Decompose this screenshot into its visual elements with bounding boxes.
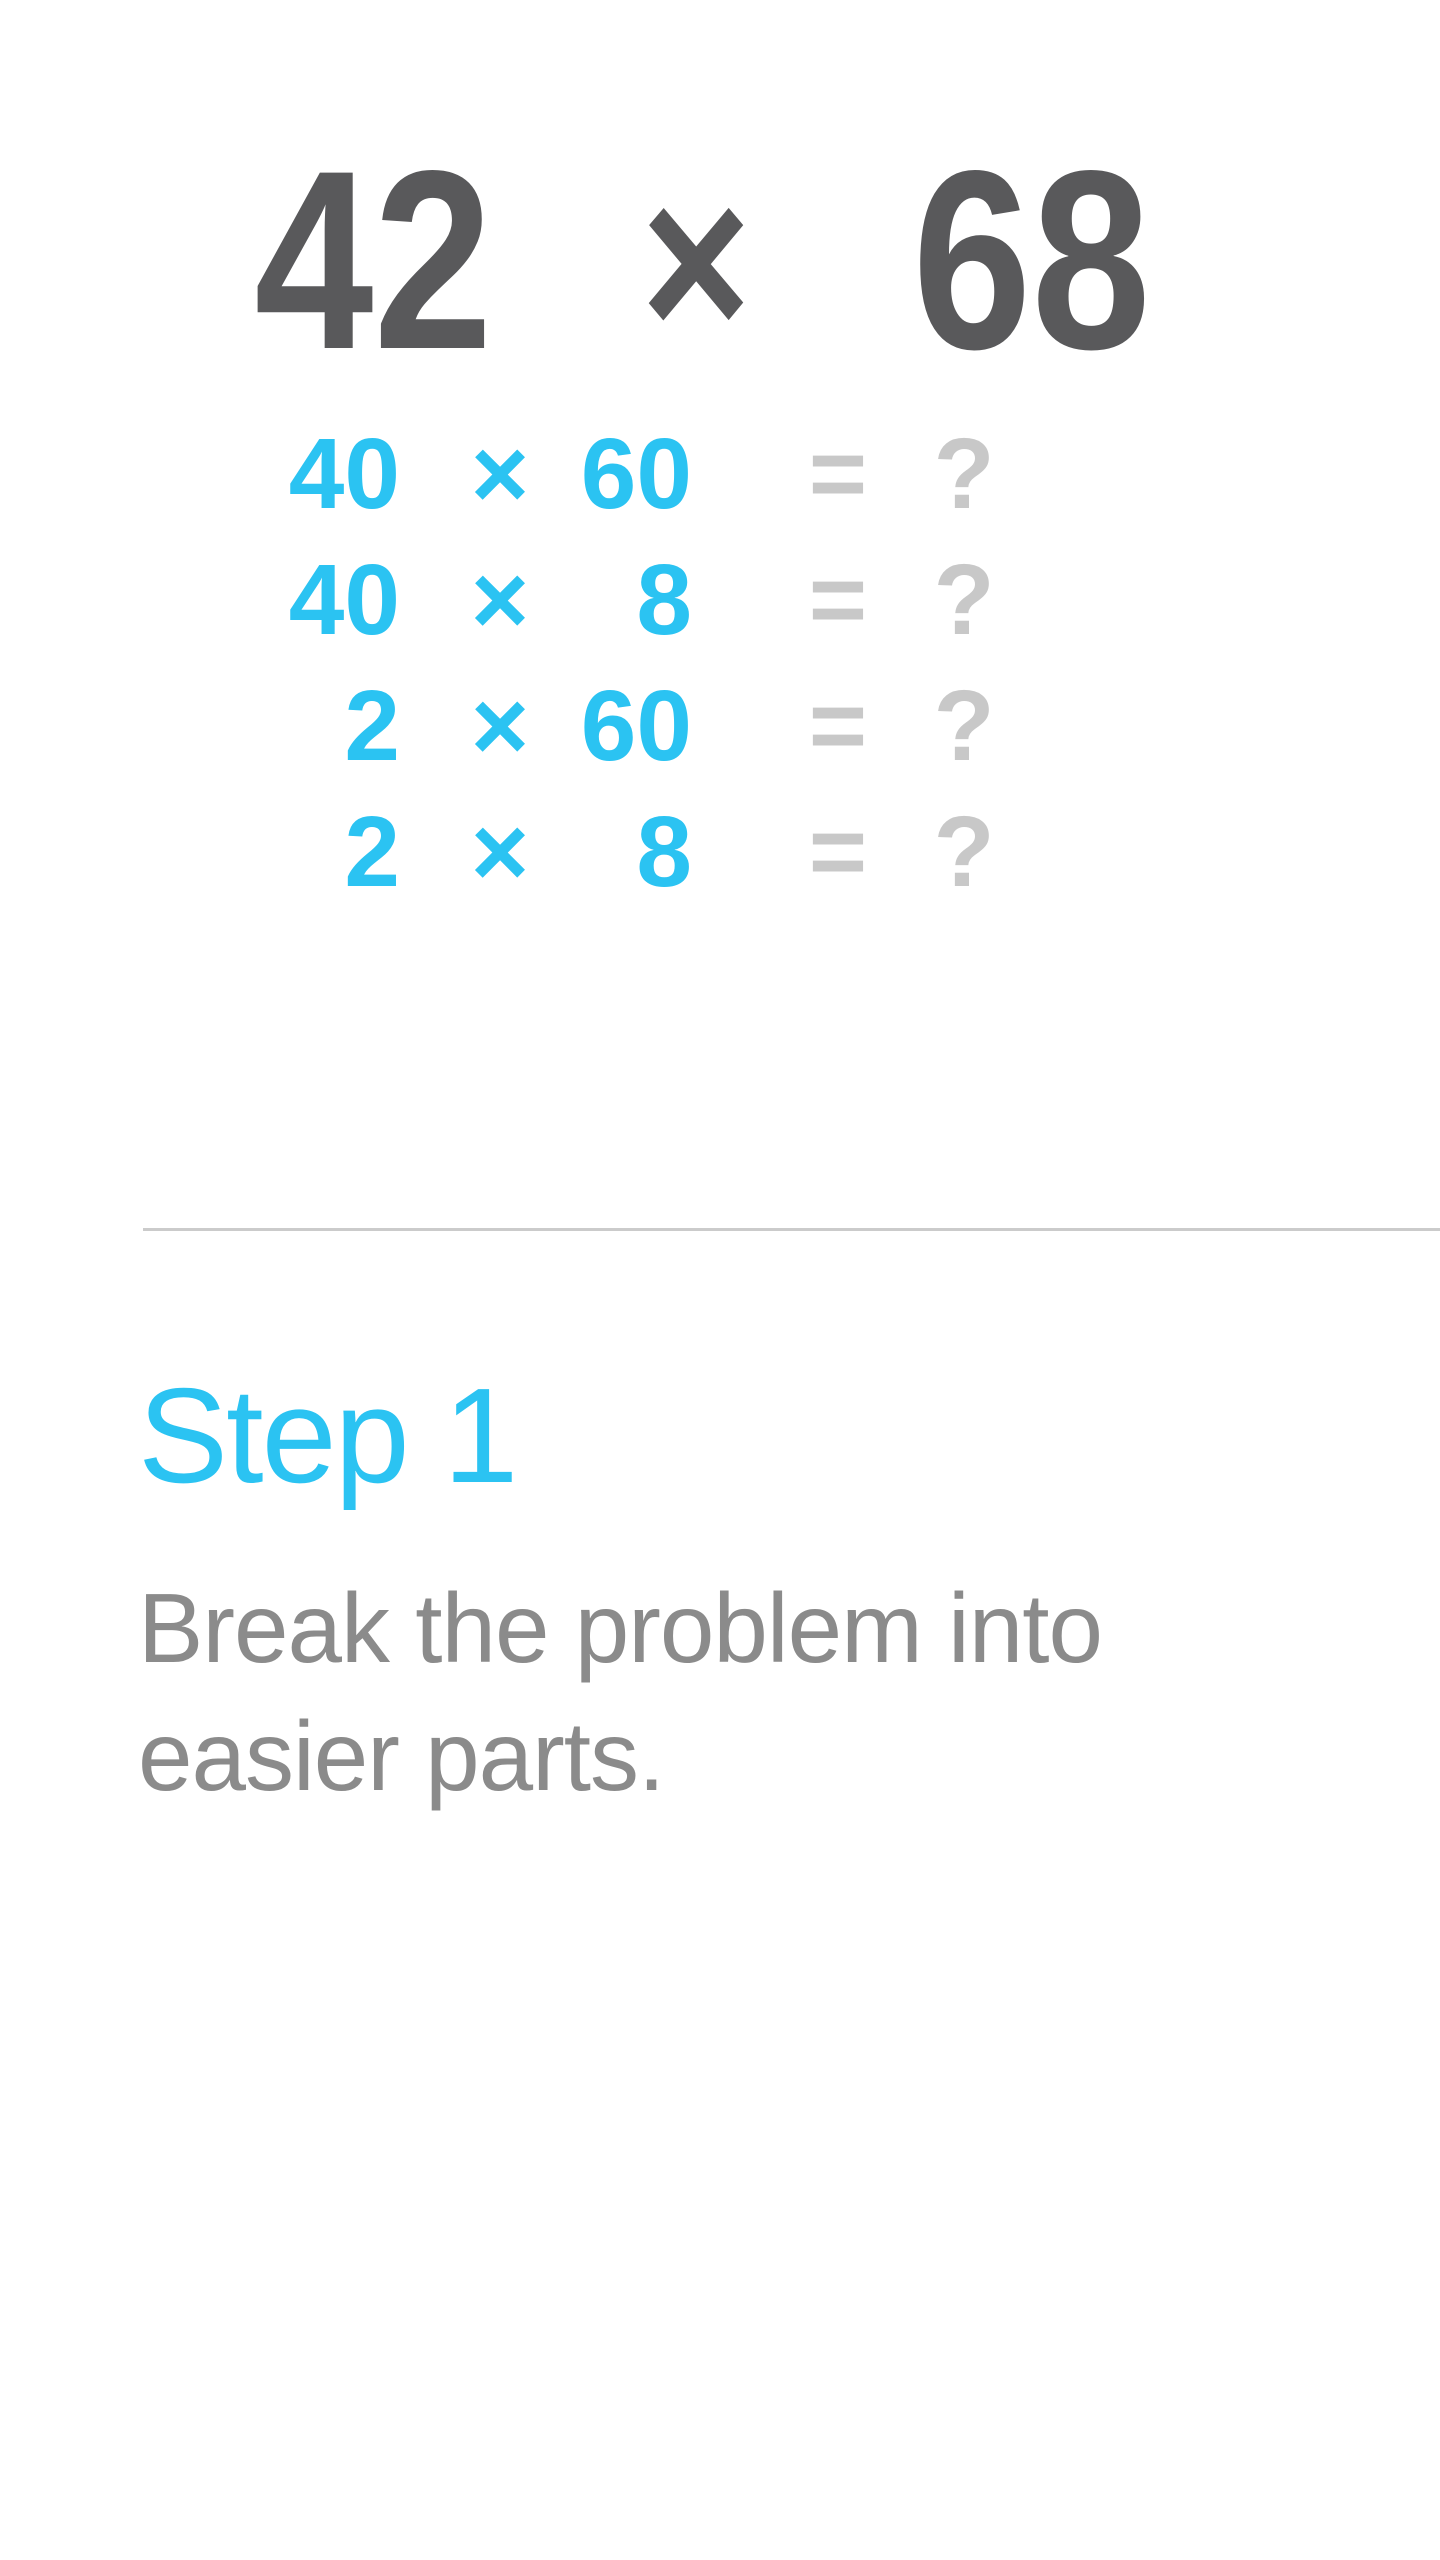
equals-sign: = — [808, 544, 868, 656]
problem-expression — [0, 118, 1440, 403]
equation-row-1 — [0, 411, 1440, 537]
multiply-icon: × — [470, 418, 530, 530]
equation-row-2 — [0, 537, 1440, 663]
equals-sign: = — [808, 796, 868, 908]
equation-operand-a: 2 — [344, 670, 400, 782]
problem-multiplier: 68 — [912, 118, 1151, 403]
equals-sign: = — [808, 418, 868, 530]
answer-placeholder: ? — [933, 418, 995, 530]
equation-operand-a: 2 — [344, 796, 400, 908]
equation-operand-a: 40 — [288, 544, 400, 656]
equation-row-4 — [0, 789, 1440, 915]
step-description: Break the problem into easier parts. — [138, 1573, 1102, 1811]
equation-row-3 — [0, 663, 1440, 789]
multiply-icon: × — [470, 670, 530, 782]
answer-placeholder: ? — [933, 670, 995, 782]
answer-placeholder: ? — [933, 544, 995, 656]
equals-sign: = — [808, 670, 868, 782]
equation-operand-b: 60 — [580, 418, 692, 530]
step-title: Step 1 — [138, 1360, 517, 1511]
equation-operand-b: 8 — [636, 544, 692, 656]
multiply-icon: × — [470, 544, 530, 656]
equation-operand-a: 40 — [288, 418, 400, 530]
multiply-icon: × — [470, 796, 530, 908]
section-divider — [143, 1228, 1440, 1231]
multiply-icon: × — [640, 135, 752, 387]
partial-products-list — [0, 411, 1440, 915]
equation-operand-b: 8 — [636, 796, 692, 908]
answer-placeholder: ? — [933, 796, 995, 908]
equation-operand-b: 60 — [580, 670, 692, 782]
problem-multiplicand: 42 — [254, 118, 493, 403]
